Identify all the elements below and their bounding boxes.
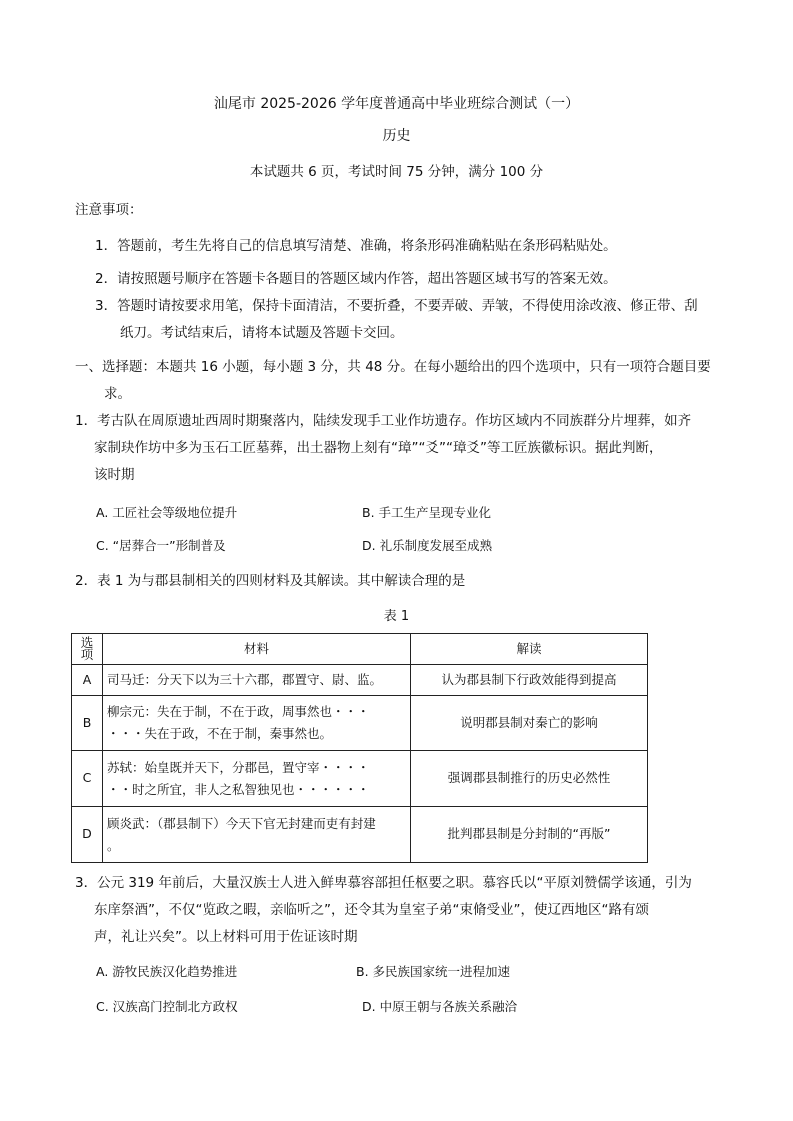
- table-caption: 表 1: [383, 609, 410, 624]
- row-material: [103, 696, 411, 751]
- exam-info: 本试题共 6 页，考试时间 75 分钟，满分 100 分: [249, 164, 544, 180]
- q3-option-a: A. 游牧民族汉化趋势推进: [96, 964, 238, 979]
- table-header-option: 选项: [72, 634, 103, 665]
- q3-stem-line-1: 3．公元 319 年前后，大量汉族士人进入鲜卑慕容部担任枢要之职。慕容氏以“平原刘赞儒学该通，引为: [75, 875, 692, 891]
- row-option: B: [72, 696, 103, 751]
- row-material-line: 柳宗元：失在于制，不在于政，周事然也・・・: [107, 704, 370, 719]
- row-material-line: 。: [107, 837, 120, 853]
- row-material: [103, 665, 411, 696]
- table-row: [72, 665, 648, 696]
- q1-stem-line-2: 家制玦作坊中多为玉石工匠墓葬，出土器物上刻有“璋”“爻”“璋爻”等工匠族徽标识。据此判断，: [94, 440, 663, 456]
- row-material: [103, 807, 411, 863]
- q2-stem: 2．表 1 为与郡县制相关的四则材料及其解读。其中解读合理的是: [75, 573, 466, 589]
- row-interpretation: 说明郡县制对秦亡的影响: [411, 696, 648, 751]
- q1-stem-line-3: 该时期: [94, 467, 135, 483]
- table-row: [72, 751, 648, 807]
- row-material-line: 司马迁：分天下以为三十六郡，郡置守、尉、监。: [107, 672, 383, 687]
- row-option: A: [72, 665, 103, 696]
- row-material-line: ・・・失在于政，不在于制，秦事然也。: [107, 726, 333, 741]
- q1-option-b: B. 手工生产呈现专业化: [362, 505, 492, 520]
- q1-option-c: C. “居葬合一”形制普及: [96, 538, 226, 553]
- exam-title: 汕尾市 2025-2026 学年度普通高中毕业班综合测试（一）: [213, 96, 580, 112]
- q3-option-c: C. 汉族高门控制北方政权: [96, 999, 238, 1014]
- table-row: [72, 807, 648, 863]
- note-item-2: 2．请按照题号顺序在答题卡各题目的答题区域内作答，超出答题区域书写的答案无效。: [95, 271, 617, 287]
- row-option: C: [72, 751, 103, 807]
- row-option: D: [72, 807, 103, 863]
- table-header-row: [72, 634, 648, 665]
- row-material: [103, 751, 411, 807]
- q1-stem-line-1: 1．考古队在周原遗址西周时期聚落内，陆续发现手工业作坊遗存。作坊区域内不同族群分片埋葬，如齐: [75, 413, 692, 429]
- q1-option-a: A. 工匠社会等级地位提升: [96, 505, 238, 520]
- section-heading: 一、选择题：本题共 16 小题，每小题 3 分，共 48 分。在每小题给出的四个选项中，只有一项符合题目要: [75, 359, 711, 375]
- section-heading-cont: 求。: [104, 386, 131, 402]
- q3-option-d: D. 中原王朝与各族关系融洽: [362, 999, 518, 1014]
- note-item-3-cont: 纸刀。考试结束后，请将本试题及答题卡交回。: [120, 325, 404, 341]
- note-item-3: 3．答题时请按要求用笔，保持卡面清洁，不要折叠，不要弄破、弄皱，不得使用涂改液、修正带、刮: [95, 298, 698, 314]
- table-1: [71, 633, 648, 863]
- table-header-interpretation: 解读: [411, 634, 648, 665]
- notes-heading: 注意事项：: [75, 202, 143, 218]
- note-item-1: 1．答题前，考生先将自己的信息填写清楚、准确，将条形码准确粘贴在条形码粘贴处。: [95, 238, 617, 254]
- row-interpretation: 强调郡县制推行的历史必然性: [411, 751, 648, 807]
- row-interpretation: 批判郡县制是分封制的“再版”: [411, 807, 648, 863]
- table-header-material: 材料: [103, 634, 411, 665]
- table-row: [72, 696, 648, 751]
- q3-option-b: B. 多民族国家统一进程加速: [356, 964, 511, 979]
- row-interpretation: 认为郡县制下行政效能得到提高: [411, 665, 648, 696]
- q3-stem-line-3: 声，礼让兴矣”。以上材料可用于佐证该时期: [94, 929, 358, 945]
- row-material-line: ・・时之所宜，非人之私智独见也・・・・・・: [107, 781, 370, 797]
- exam-subject: 历史: [382, 128, 411, 144]
- q1-option-d: D. 礼乐制度发展至成熟: [362, 538, 493, 553]
- row-material-line: 顾炎武：（郡县制下）今天下官无封建而吏有封建: [107, 815, 376, 831]
- q3-stem-line-2: 东庠祭酒”，不仅“览政之暇，亲临听之”，还令其为皇室子弟“束脩受业”，使辽西地区“路有颂: [94, 902, 649, 918]
- row-material-line: 苏轼：始皇既并天下，分郡邑，置守宰・・・・: [107, 759, 370, 775]
